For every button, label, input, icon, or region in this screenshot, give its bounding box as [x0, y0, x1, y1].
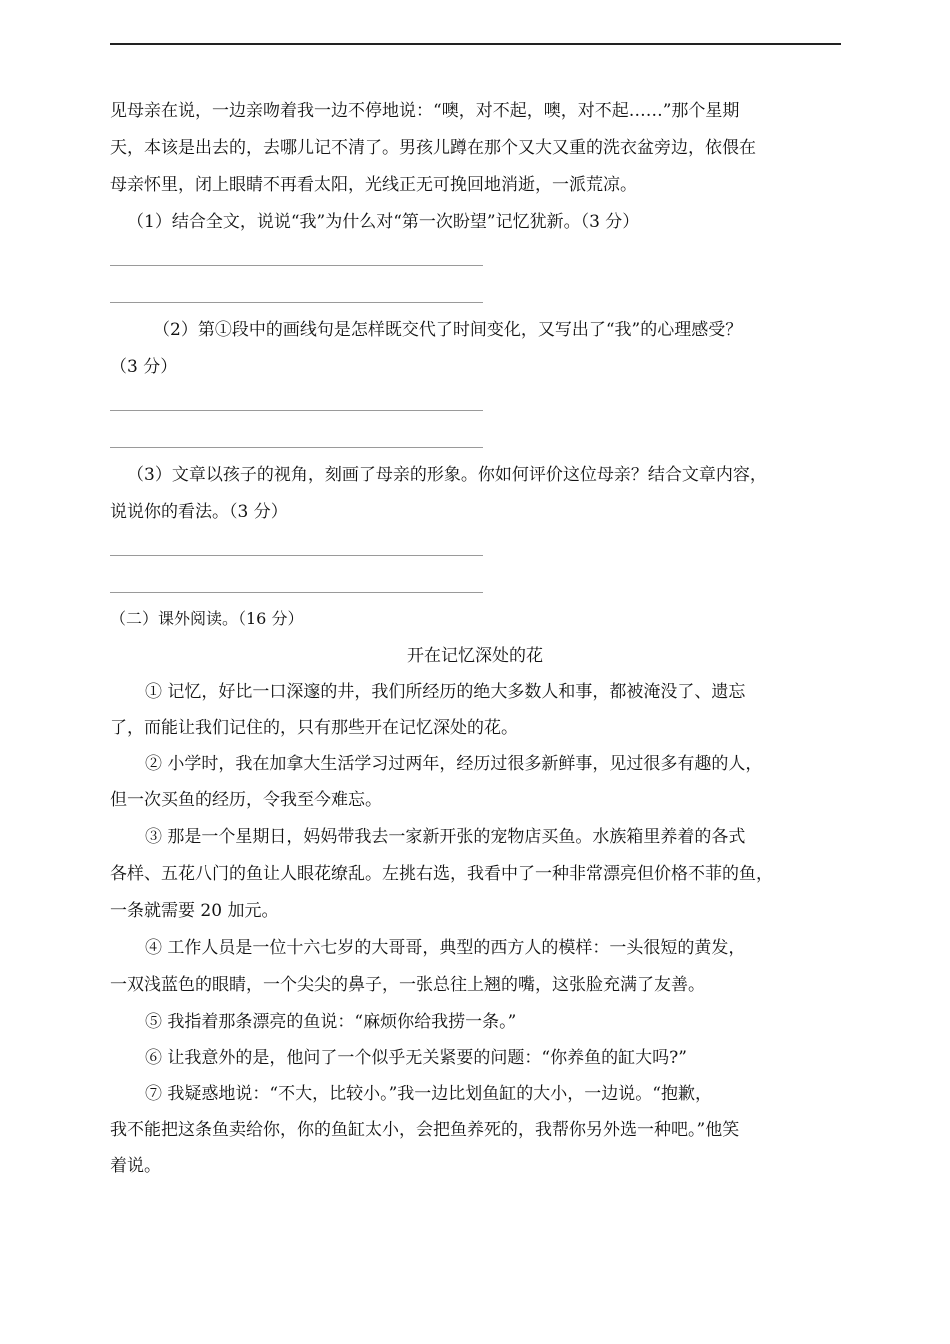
- article-line: ⑤ 我指着那条漂亮的鱼说：“麻烦你给我捞一条。”: [145, 1012, 517, 1032]
- article-title: 开在记忆深处的花: [407, 646, 543, 666]
- passage-line: 见母亲在说，一边亲吻着我一边不停地说：“噢，对不起，噢，对不起……”那个星期: [110, 101, 740, 121]
- article-line: ⑦ 我疑惑地说：“不大，比较小。”我一边比划鱼缸的大小，一边说。“抱歉，: [145, 1084, 712, 1104]
- passage-line: 母亲怀里，闭上眼睛不再看太阳，光线正无可挽回地消逝，一派荒凉。: [110, 175, 637, 195]
- question-3-cont: 说说你的看法。（3 分）: [110, 502, 288, 522]
- article-line: ② 小学时，我在加拿大生活学习过两年，经历过很多新鲜事，见过很多有趣的人，: [145, 754, 763, 774]
- question-1: （1）结合全文，说说“我”为什么对“第一次盼望”记忆犹新。（3 分）: [127, 212, 640, 232]
- article-line: 但一次买鱼的经历，令我至今难忘。: [110, 790, 382, 810]
- article-line: ③ 那是一个星期日，妈妈带我去一家新开张的宠物店买鱼。水族箱里养着的各式: [145, 827, 746, 847]
- answer-line[interactable]: [110, 447, 483, 448]
- article-line: 我不能把这条鱼卖给你，你的鱼缸太小，会把鱼养死的，我帮你另外选一种吧。”他笑: [110, 1120, 740, 1140]
- answer-line[interactable]: [110, 302, 483, 303]
- article-line: 各样、五花八门的鱼让人眼花缭乱。左挑右选，我看中了一种非常漂亮但价格不菲的鱼，: [110, 864, 773, 884]
- article-line: 一条就需要 20 加元。: [110, 901, 279, 921]
- article-line: 了，而能让我们记住的，只有那些开在记忆深处的花。: [110, 718, 518, 738]
- question-2-cont: （3 分）: [110, 357, 178, 377]
- answer-line[interactable]: [110, 410, 483, 411]
- article-line: ④ 工作人员是一位十六七岁的大哥哥，典型的西方人的模样：一头很短的黄发，: [145, 938, 746, 958]
- passage-line: 天，本该是出去的，去哪儿记不清了。男孩儿蹲在那个又大又重的洗衣盆旁边，依偎在: [110, 138, 756, 158]
- header-rule: [110, 43, 841, 45]
- answer-line[interactable]: [110, 592, 483, 593]
- answer-line[interactable]: [110, 265, 483, 266]
- article-line: 一双浅蓝色的眼睛，一个尖尖的鼻子，一张总往上翘的嘴，这张脸充满了友善。: [110, 975, 705, 995]
- article-line: 着说。: [110, 1156, 161, 1176]
- answer-line[interactable]: [110, 555, 483, 556]
- question-2: （2）第①段中的画线句是怎样既交代了时间变化，又写出了“我”的心理感受？: [153, 320, 743, 340]
- article-line: ⑥ 让我意外的是，他问了一个似乎无关紧要的问题：“你养鱼的缸大吗?”: [145, 1048, 687, 1068]
- question-3: （3）文章以孩子的视角，刻画了母亲的形象。你如何评价这位母亲？结合文章内容，: [127, 465, 767, 485]
- section-heading: （二）课外阅读。（16 分）: [110, 609, 304, 628]
- article-line: ① 记忆，好比一口深邃的井，我们所经历的绝大多数人和事，都被淹没了、遗忘: [145, 682, 746, 702]
